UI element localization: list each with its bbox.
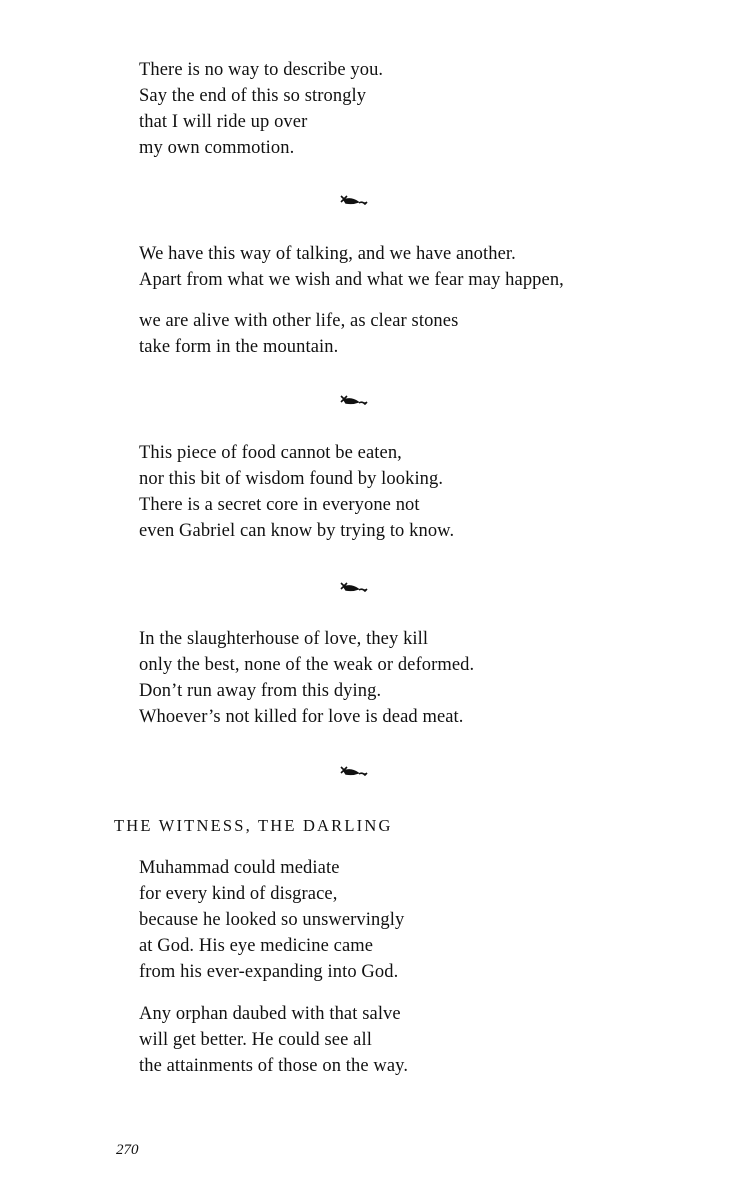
poem-line: We have this way of talking, and we have another. <box>139 244 516 264</box>
poem-stanza-2 <box>139 241 564 293</box>
poem-line: Don’t run away from this dying. <box>139 681 382 701</box>
poem-line: There is no way to describe you. <box>139 60 384 80</box>
poem-line: This piece of food cannot be eaten, <box>139 443 402 463</box>
poem-line: only the best, none of the weak or deformed. <box>139 655 475 675</box>
poem-line: There is a secret core in everyone not <box>139 495 420 515</box>
poem-stanza-1 <box>139 57 383 161</box>
poem-line: for every kind of disgrace, <box>139 884 338 904</box>
poem-line: because he looked so unswervingly <box>139 910 405 930</box>
poem-line: In the slaughterhouse of love, they kill <box>139 629 429 649</box>
poem-line: that I will ride up over <box>139 112 308 132</box>
section-title: THE WITNESS, THE DARLING <box>114 816 393 835</box>
poem-line: Say the end of this so strongly <box>139 86 367 106</box>
poem-stanza-4 <box>139 440 454 544</box>
poem-line: Any orphan daubed with that salve <box>139 1004 401 1024</box>
poem-line: Whoever’s not killed for love is dead meat. <box>139 707 464 727</box>
poem-line: even Gabriel can know by trying to know. <box>139 521 455 541</box>
poem-line: will get better. He could see all <box>139 1030 372 1050</box>
fleuron-ornament-icon <box>338 580 372 596</box>
fleuron-ornament-icon <box>338 393 372 409</box>
poem-line: from his ever-expanding into God. <box>139 962 399 982</box>
section-stanza-2 <box>139 1001 408 1079</box>
section-stanza-1 <box>139 855 404 985</box>
fleuron-ornament-icon <box>338 764 372 780</box>
poem-line: we are alive with other life, as clear stones <box>139 311 459 331</box>
fleuron-ornament-icon <box>338 193 372 209</box>
poem-line: at God. His eye medicine came <box>139 936 374 956</box>
page-number: 270 <box>116 1142 139 1158</box>
poem-line: take form in the mountain. <box>139 337 339 357</box>
poem-stanza-5 <box>139 626 474 730</box>
poem-line: Muhammad could mediate <box>139 858 340 878</box>
poem-line: nor this bit of wisdom found by looking. <box>139 469 444 489</box>
poem-stanza-3 <box>139 308 458 360</box>
poem-line: the attainments of those on the way. <box>139 1056 409 1076</box>
poem-line: Apart from what we wish and what we fear may happen, <box>139 270 564 290</box>
poem-line: my own commotion. <box>139 138 295 158</box>
